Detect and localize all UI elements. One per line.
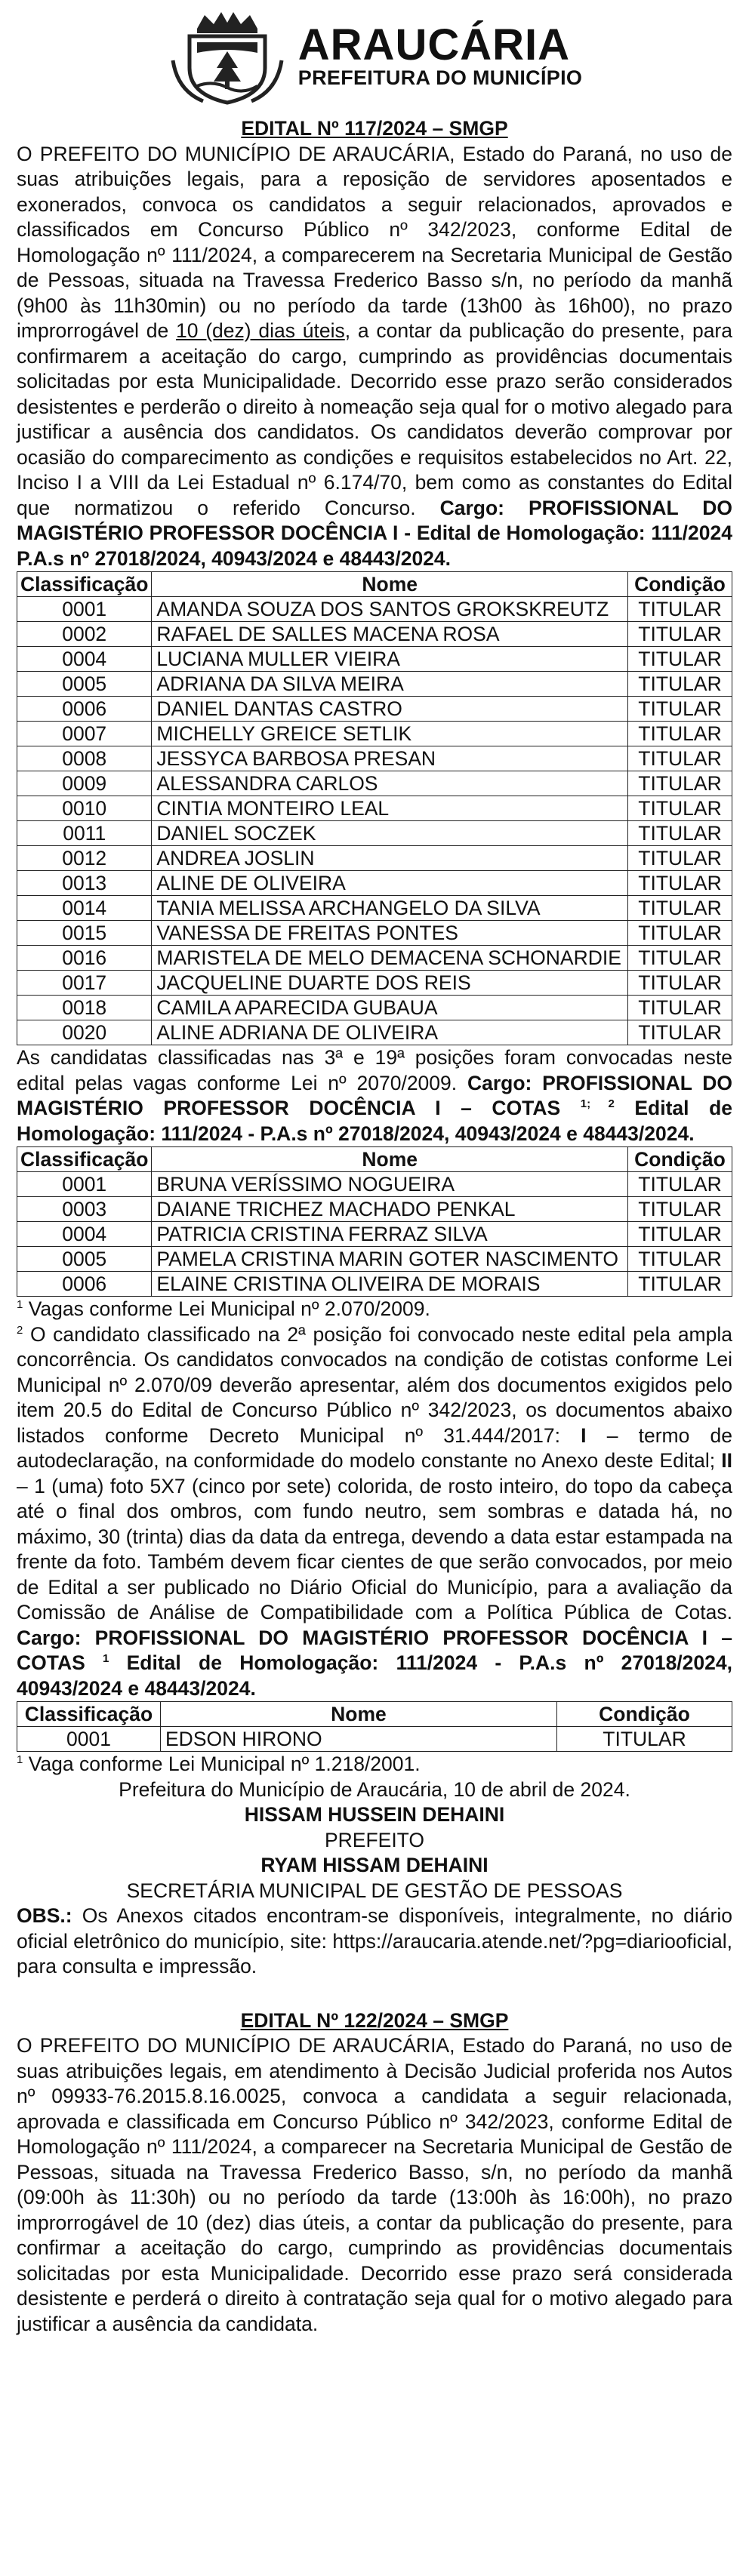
edital-122-title: EDITAL Nº 122/2024 – SMGP [240, 2008, 509, 2032]
table-row [17, 1172, 732, 1197]
classificacao-cell: 0003 [17, 1197, 152, 1222]
classificacao-cell: 0012 [17, 846, 152, 871]
signer-2-name: RYAM HISSAM DEHAINI [260, 1854, 489, 1876]
name-cell: RAFAEL DE SALLES MACENA ROSA [152, 622, 628, 647]
condicao-cell: TITULAR [628, 1247, 732, 1272]
classificacao-cell: 0001 [17, 597, 152, 622]
condicao-cell: TITULAR [628, 1020, 732, 1045]
signer-1-name: HISSAM HUSSEIN DEHAINI [244, 1803, 505, 1826]
condicao-cell: TITULAR [628, 796, 732, 821]
footnote-ref: 1 [103, 1652, 109, 1666]
table-row [17, 1247, 732, 1272]
table-row [17, 746, 732, 771]
section-spacer [17, 1980, 732, 2005]
cargo-heading-2: Cargo: PROFISSIONAL DO MAGISTÉRIO PROFESSOR DOCÊNCIA I – COTAS $^{1; 2}$ Edital de Homologação: 111/2024 - P.A.s nº 27018/2024, 40943/2024 e 48443/2024. [17, 1071, 732, 1145]
classificacao-cell: 0005 [17, 1247, 152, 1272]
condicao-cell: TITULAR [628, 746, 732, 771]
candidates-table-1 [17, 571, 732, 1045]
col-header-condicao: Condição [628, 572, 732, 597]
name-cell: VANESSA DE FREITAS PONTES [152, 921, 628, 946]
name-cell: EDSON HIRONO [161, 1727, 557, 1752]
table-row [17, 1020, 732, 1045]
condicao-cell: TITULAR [628, 946, 732, 971]
condicao-cell: TITULAR [557, 1727, 732, 1752]
brand-subtitle: PREFEITURA DO MUNICÍPIO [297, 66, 583, 89]
masthead [17, 0, 732, 113]
name-cell: ANDREA JOSLIN [152, 846, 628, 871]
footnote-ref: 1; 2 [580, 1097, 615, 1111]
col-header-classificacao: Classificação [17, 1702, 161, 1727]
table-row [17, 796, 732, 821]
col-header-nome: Nome [152, 572, 628, 597]
table-row [17, 1727, 732, 1752]
name-cell: ADRIANA DA SILVA MEIRA [152, 672, 628, 697]
classificacao-cell: 0004 [17, 647, 152, 672]
table-row [17, 821, 732, 846]
name-cell: LUCIANA MULLER VIEIRA [152, 647, 628, 672]
name-cell: BRUNA VERÍSSIMO NOGUEIRA [152, 1172, 628, 1197]
classificacao-cell: 0001 [17, 1172, 152, 1197]
table-header-row [17, 572, 732, 597]
signer-1-role: PREFEITO [324, 1828, 425, 1851]
cargo-heading-3: Cargo: PROFISSIONAL DO MAGISTÉRIO PROFESSOR DOCÊNCIA I – COTAS $^1$ Edital de Homologação: 111/2024 - P.A.s nº 27018/2024, 40943/2024 e 48443/2024. [17, 1626, 732, 1700]
classificacao-cell: 0006 [17, 697, 152, 722]
table-row [17, 921, 732, 946]
name-cell: ELAINE CRISTINA OLIVEIRA DE MORAIS [152, 1272, 628, 1297]
col-header-classificacao: Classificação [17, 1147, 152, 1172]
table-row [17, 722, 732, 746]
condicao-cell: TITULAR [628, 1272, 732, 1297]
condicao-cell: TITULAR [628, 672, 732, 697]
classificacao-cell: 0015 [17, 921, 152, 946]
cargo-heading-1: Cargo: PROFISSIONAL DO MAGISTÉRIO PROFESSOR DOCÊNCIA I - Edital de Homologação: 111/2024 P.A.s nº 27018/2024, 40943/2024 e 48443/2024. [17, 496, 733, 570]
name-cell: DANIEL SOCZEK [152, 821, 628, 846]
table-row [17, 697, 732, 722]
name-cell: ALINE ADRIANA DE OLIVEIRA [152, 1020, 628, 1045]
condicao-cell: TITULAR [628, 597, 732, 622]
classificacao-cell: 0014 [17, 896, 152, 921]
classificacao-cell: 0005 [17, 672, 152, 697]
classificacao-cell: 0018 [17, 996, 152, 1020]
footnote-2: $^2$ O candidato classificado na 2ª posição foi convocado neste edital pela ampla concorrência. Os candidatos convocados na condição de cotistas conforme Lei Municipal nº 2.070/09 deverão apresentar, além dos documentos exigidos pelo item 20.5 do Edital de Concurso Público nº 342/2023, os documentos abaixo listados conforme Decreto Municipal nº 31.444/2017: I – termo de autodeclaração, na conformidade do modelo constante no Anexo deste Edital; II – 1 (uma) foto 5X7 (cinco por sete) colorida, de rosto inteiro, do topo da cabeça até o final dos ombros, com fundo neutro, sem sombras e datada há, no máximo, 30 (trinta) dias da data da entrega, devendo a data estar estampada na frente da foto. Também devem ficar cientes de que serão convocados, por meio de Edital a ser publicado no Diário Oficial do Município, para a avaliação da Comissão de Análise de Compatibilidade com a Política Pública de Cotas. Cargo: PROFISSIONAL DO MAGISTÉRIO PROFESSOR DOCÊNCIA I – COTAS $^1$ Edital de Homologação: 111/2024 - P.A.s nº 27018/2024, 40943/2024 e 48443/2024. [17, 1322, 732, 1700]
classificacao-cell: 0020 [17, 1020, 152, 1045]
table-row [17, 647, 732, 672]
condicao-cell: TITULAR [628, 622, 732, 647]
table-row [17, 597, 732, 622]
condicao-cell: TITULAR [628, 697, 732, 722]
signer-2-role: SECRETÁRIA MUNICIPAL DE GESTÃO DE PESSOAS [126, 1879, 623, 1902]
condicao-cell: TITULAR [628, 821, 732, 846]
condicao-cell: TITULAR [628, 1222, 732, 1247]
classificacao-cell: 0004 [17, 1222, 152, 1247]
table-row [17, 622, 732, 647]
condicao-cell: TITULAR [628, 1197, 732, 1222]
condicao-cell: TITULAR [628, 971, 732, 996]
name-cell: PAMELA CRISTINA MARIN GOTER NASCIMENTO [152, 1247, 628, 1272]
name-cell: CINTIA MONTEIRO LEAL [152, 796, 628, 821]
classificacao-cell: 0009 [17, 771, 152, 796]
obs-paragraph: OBS.: Os Anexos citados encontram-se disponíveis, integralmente, no diário oficial eletrônico do município, site: https://araucaria.atende.net/?pg=diariooficial, para consulta e impressão. [17, 1904, 732, 1977]
classificacao-cell: 0006 [17, 1272, 152, 1297]
name-cell: DANIEL DANTAS CASTRO [152, 697, 628, 722]
edital-117-cotas-paragraph: As candidatas classificadas nas 3ª e 19ª posições foram convocadas neste edital pelas vagas conforme Lei nº 2070/2009. Cargo: PROFISSIONAL DO MAGISTÉRIO PROFESSOR DOCÊNCIA I – COTAS $^{1; 2}$ Edital de Homologação: 111/2024 - P.A.s nº 27018/2024, 40943/2024 e 48443/2024. [17, 1046, 732, 1145]
col-header-nome: Nome [152, 1147, 628, 1172]
candidates-table-3 [17, 1701, 732, 1752]
classificacao-cell: 0007 [17, 722, 152, 746]
name-cell: JESSYCA BARBOSA PRESAN [152, 746, 628, 771]
classificacao-cell: 0011 [17, 821, 152, 846]
classificacao-cell: 0013 [17, 871, 152, 896]
edital-117-title: EDITAL Nº 117/2024 – SMGP [241, 117, 508, 140]
classificacao-cell: 0016 [17, 946, 152, 971]
condicao-cell: TITULAR [628, 921, 732, 946]
table-header-row [17, 1702, 732, 1727]
col-header-condicao: Condição [557, 1702, 732, 1727]
table-row [17, 871, 732, 896]
table-row [17, 1222, 732, 1247]
name-cell: ALINE DE OLIVEIRA [152, 871, 628, 896]
condicao-cell: TITULAR [628, 647, 732, 672]
condicao-cell: TITULAR [628, 1172, 732, 1197]
table-row [17, 771, 732, 796]
table-row [17, 1272, 732, 1297]
place-date: Prefeitura do Município de Araucária, 10 de abril de 2024. [119, 1777, 630, 1801]
classificacao-cell: 0008 [17, 746, 152, 771]
classificacao-cell: 0002 [17, 622, 152, 647]
candidates-table-2 [17, 1146, 732, 1297]
name-cell: MARISTELA DE MELO DEMACENA SCHONARDIE [152, 946, 628, 971]
obs-label: OBS.: [17, 1904, 72, 1927]
name-cell: JACQUELINE DUARTE DOS REIS [152, 971, 628, 996]
name-cell: AMANDA SOUZA DOS SANTOS GROKSKREUTZ [152, 597, 628, 622]
table-row [17, 946, 732, 971]
col-header-nome: Nome [161, 1702, 557, 1727]
table-row [17, 846, 732, 871]
condicao-cell: TITULAR [628, 996, 732, 1020]
name-cell: MICHELLY GREICE SETLIK [152, 722, 628, 746]
footnote-1: $^1$ Vagas conforme Lei Municipal nº 2.070/2009. [17, 1297, 430, 1320]
condicao-cell: TITULAR [628, 896, 732, 921]
condicao-cell: TITULAR [628, 722, 732, 746]
name-cell: ALESSANDRA CARLOS [152, 771, 628, 796]
condicao-cell: TITULAR [628, 846, 732, 871]
table-row [17, 996, 732, 1020]
table-row [17, 1197, 732, 1222]
col-header-condicao: Condição [628, 1147, 732, 1172]
col-header-classificacao: Classificação [17, 572, 152, 597]
name-cell: CAMILA APARECIDA GUBAUA [152, 996, 628, 1020]
table-row [17, 672, 732, 697]
name-cell: TANIA MELISSA ARCHANGELO DA SILVA [152, 896, 628, 921]
condicao-cell: TITULAR [628, 871, 732, 896]
name-cell: PATRICIA CRISTINA FERRAZ SILVA [152, 1222, 628, 1247]
classificacao-cell: 0001 [17, 1727, 161, 1752]
edital-117-intro: O PREFEITO DO MUNICÍPIO DE ARAUCÁRIA, Estado do Paraná, no uso de suas atribuições legais, para a reposição de servidores aposentados e exonerados, convoca os candidatos a seguir relacionados, aprovados e classificados em Concurso Público nº 342/2023, conforme Edital de Homologação nº 111/2024, a comparecerem na Secretaria Municipal de Gestão de Pessoas, situada na Travessa Frederico Basso s/n, no período da manhã (9h00 às 11h30min) ou no período da tarde (13h00 às 16h00), no prazo improrrogável de 10 (dez) dias úteis, a contar da publicação do presente, para confirmarem a aceitação do cargo, cumprindo as providências documentais solicitadas por esta Municipalidade. Decorrido esse prazo serão considerados desistentes e perderão o direito à nomeação seja qual for o motivo alegado para justificar a ausência dos candidatos. Os candidatos deverão comprovar por ocasião do comparecimento as condições e requisitos estabelecidos no Art. 22, Inciso I a VIII da Lei Estadual nº 6.174/70, bem como as constantes do Edital que normatizou o referido Concurso. Cargo: PROFISSIONAL DO MAGISTÉRIO PROFESSOR DOCÊNCIA I - Edital de Homologação: 111/2024 P.A.s nº 27018/2024, 40943/2024 e 48443/2024. [17, 142, 733, 570]
brand [297, 20, 583, 89]
name-cell: DAIANE TRICHEZ MACHADO PENKAL [152, 1197, 628, 1222]
condicao-cell: TITULAR [628, 771, 732, 796]
city-crest-icon [167, 8, 288, 106]
edital-122-body: O PREFEITO DO MUNICÍPIO DE ARAUCÁRIA, Estado do Paraná, no uso de suas atribuições legais, em atendimento à Decisão Judicial proferida nos Autos nº 09933-76.2015.8.16.0025, convoca a candidata a seguir relacionada, aprovada e classificada em Concurso Público nº 342/2023, conforme Edital de Homologação nº 111/2024, a comparecer na Secretaria Municipal de Gestão de Pessoas, situada na Travessa Frederico Basso, s/n, no período da manhã (09:00h às 11:30h) ou no período da tarde (13:00h às 16:00h), no prazo improrrogável de 10 (dez) dias úteis, a contar da publicação do presente, para confirmar a aceitação do cargo, cumprindo as providências documentais solicitadas por esta Municipalidade. Decorrido esse prazo será considerada desistente e perderá o direito à contratação seja qual for o motivo alegado para justificar a ausência da candidata. [17, 2034, 732, 2335]
table-row [17, 896, 732, 921]
classificacao-cell: 0010 [17, 796, 152, 821]
deadline-text: 10 (dez) dias úteis [176, 319, 345, 342]
table-header-row [17, 1147, 732, 1172]
brand-name: ARAUCÁRIA [297, 20, 570, 69]
table-row [17, 971, 732, 996]
classificacao-cell: 0017 [17, 971, 152, 996]
footnote-3: $^1$ Vaga conforme Lei Municipal nº 1.218/2001. [17, 1753, 421, 1775]
